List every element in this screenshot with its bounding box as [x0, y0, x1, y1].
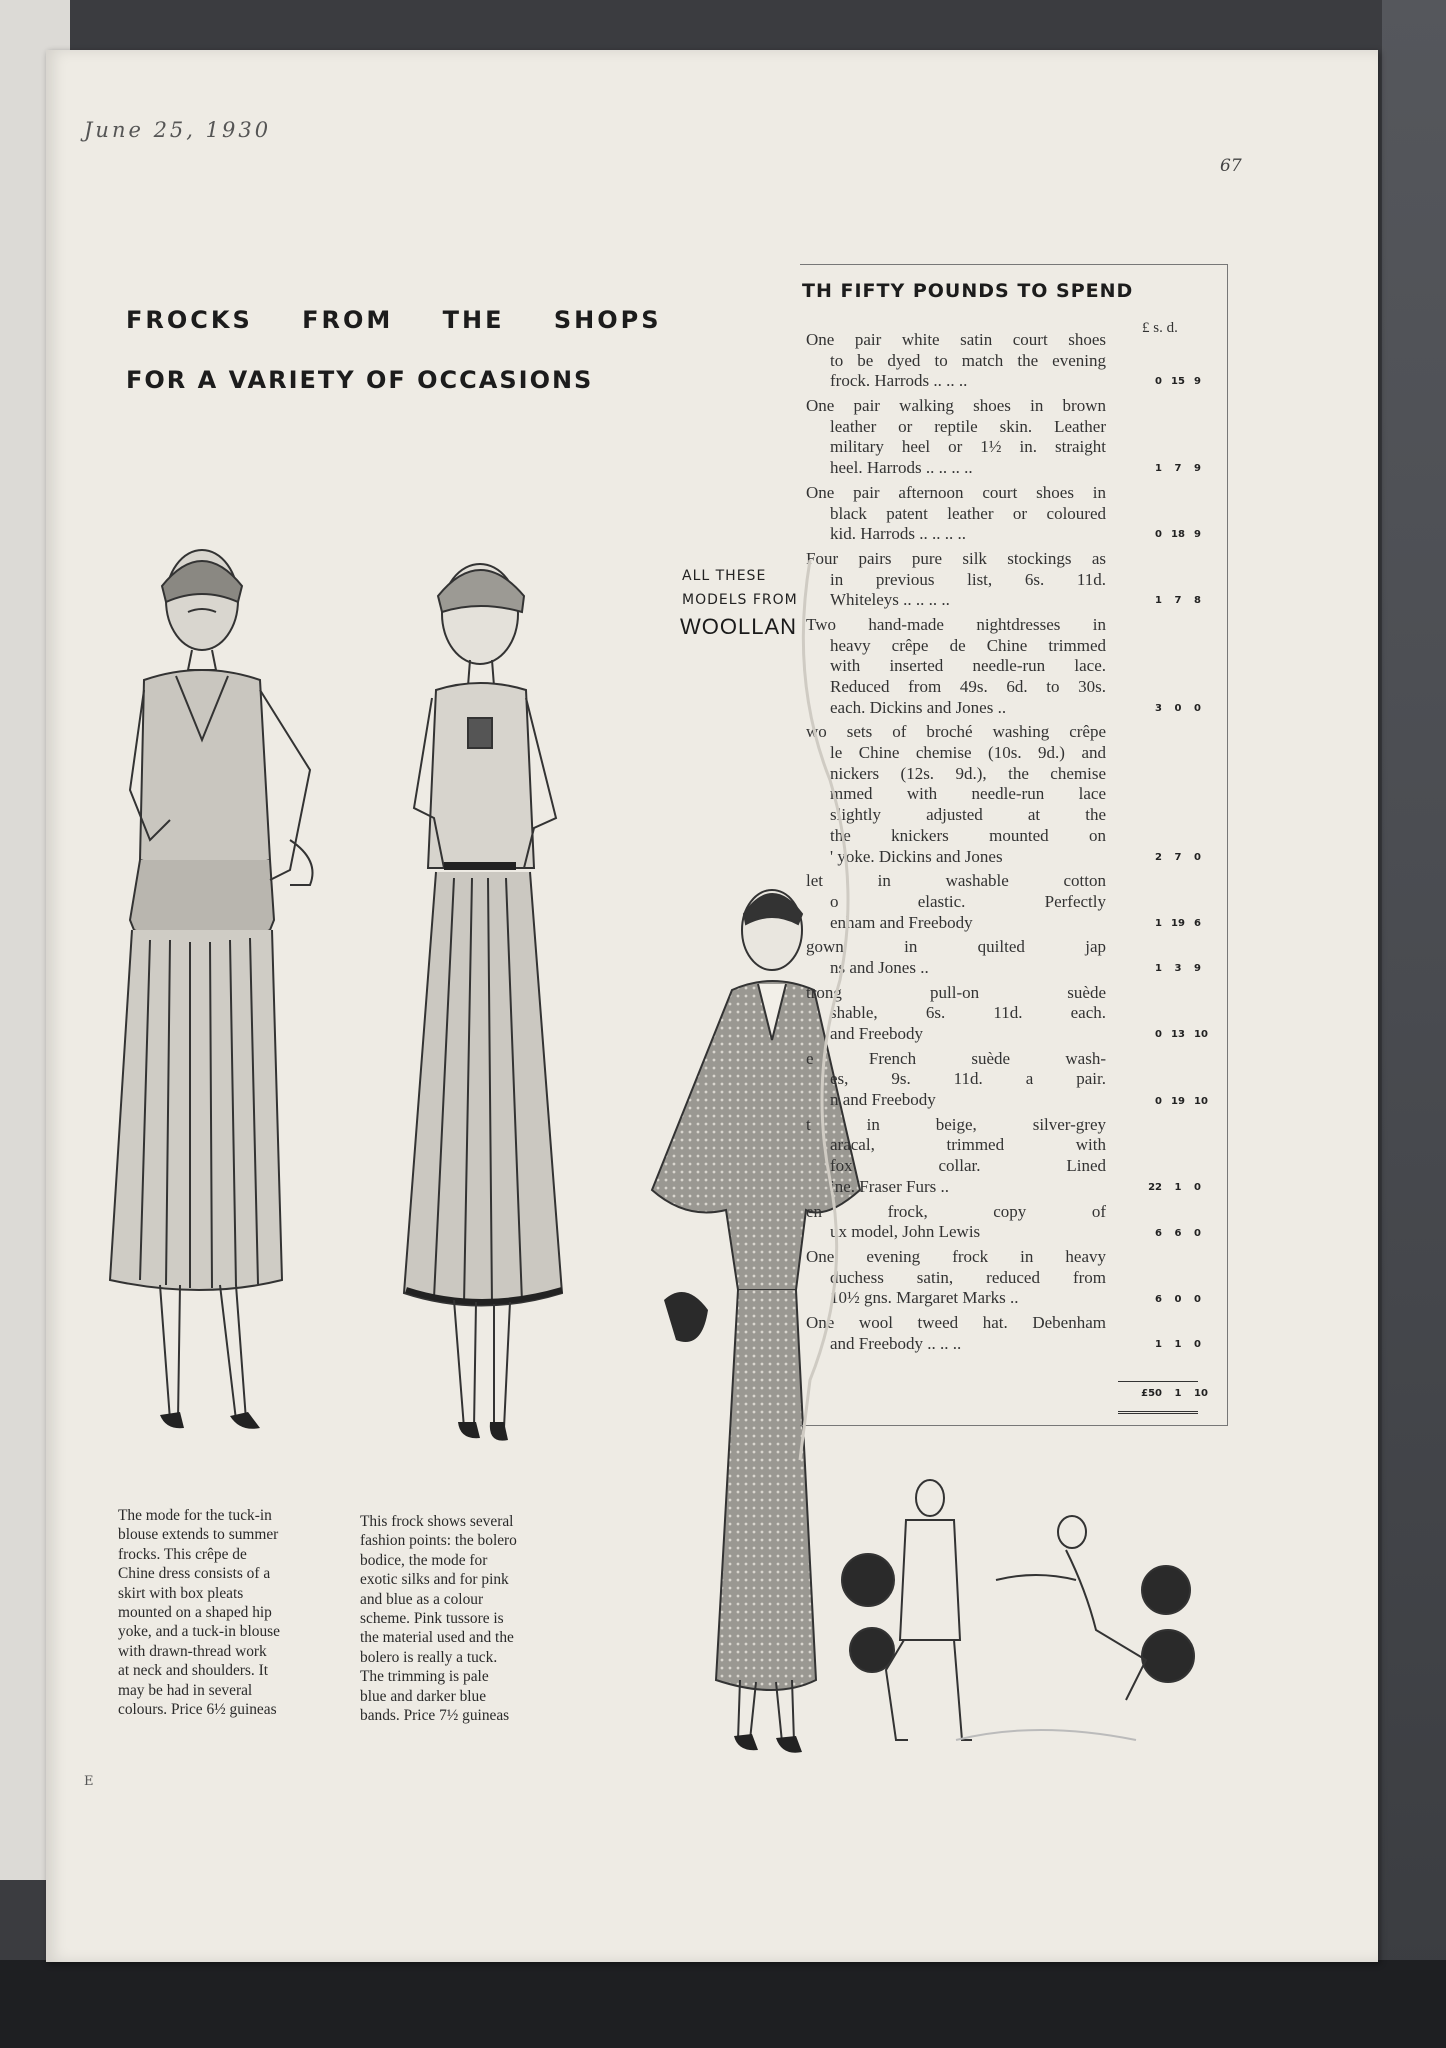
amount-pounds: 6 [1155, 1293, 1162, 1305]
budget-item-line: One pair walking shoes in brown [806, 396, 1106, 416]
amount-pence: 0 [1194, 851, 1201, 863]
amount-pence: 0 [1194, 1293, 1201, 1305]
figure-tuck-in-dress-illustration [100, 540, 380, 1440]
caption-line: blouse extends to summer [118, 1526, 279, 1544]
headline-line-2: FOR A VARIETY OF OCCASIONS [126, 366, 594, 394]
budget-title: TH FIFTY POUNDS TO SPEND [802, 280, 1134, 302]
budget-item-line: le Chine chemise (10s. 9d.) and [830, 743, 1106, 763]
amount-pounds: 0 [1155, 1029, 1162, 1041]
budget-item-line: e French suède wash- [806, 1048, 1106, 1068]
amount-pounds: 1 [1155, 595, 1162, 607]
headline-line-1: FROCKS FROM THE SHOPS [126, 306, 662, 334]
amount-pence: 0 [1194, 1182, 1201, 1194]
issue-date: June 25, 1930 [84, 118, 272, 142]
amount-shillings: 19 [1171, 917, 1185, 929]
budget-item-amount [1130, 1182, 1222, 1193]
caption-line: fashion points: the bolero [360, 1532, 517, 1550]
caption-line: exotic silks and for pink [360, 1571, 509, 1589]
budget-item-amount [1130, 376, 1222, 387]
caption-line: with drawn-thread work [118, 1642, 267, 1660]
amount-pence: 9 [1194, 376, 1201, 388]
budget-item-line: each. Dickins and Jones .. [830, 697, 1007, 717]
budget-item-amount [1130, 595, 1222, 606]
budget-item-line: enham and Freebody [830, 912, 973, 932]
amount-pence: 6 [1194, 917, 1201, 929]
caption-line: The mode for the tuck-in [118, 1507, 272, 1524]
budget-item-line: Two hand-made nightdresses in [806, 614, 1106, 634]
budget-item-line: Reduced from 49s. 6d. to 30s. [830, 677, 1106, 696]
budget-item-line: and Freebody [830, 1024, 924, 1043]
budget-item [806, 1247, 1106, 1309]
budget-item-line: with inserted needle-run lace. [830, 656, 1106, 676]
currency-header: £ s. d. [1142, 320, 1178, 336]
budget-item-line: leather or reptile skin. Leather [830, 416, 1106, 436]
amount-shillings: 7 [1174, 463, 1182, 475]
seated-figures-vignette [836, 1470, 1226, 1760]
budget-item-amount [1130, 703, 1222, 714]
budget-item [806, 1115, 1106, 1198]
budget-item-line: trong pull-on suède [806, 982, 1106, 1002]
total-rule-top [1118, 1381, 1198, 1382]
budget-item [806, 483, 1106, 545]
budget-item-amount [1130, 1029, 1222, 1040]
signature-mark: E [84, 1774, 94, 1789]
amount-shillings: 1 [1174, 1182, 1182, 1194]
amount-pence: 10 [1194, 1095, 1208, 1107]
amount-shillings: 3 [1174, 963, 1182, 975]
budget-item-line: heel. Harrods .. .. .. .. [830, 458, 973, 478]
caption-line: may be had in several [118, 1681, 253, 1699]
budget-item-line: mmed with needle-run lace [830, 784, 1106, 804]
budget-item [806, 1049, 1106, 1111]
budget-item-line: ux model, John Lewis [830, 1222, 981, 1242]
page-number: 67 [1220, 156, 1242, 176]
amount-shillings: 7 [1174, 595, 1182, 607]
budget-item-amount [1130, 529, 1222, 540]
caption-line: This frock shows several [360, 1513, 514, 1530]
amount-pounds: 1 [1155, 917, 1162, 929]
amount-pounds: 1 [1155, 963, 1162, 975]
credit-brand: WOOLLAN [680, 614, 798, 639]
budget-item [806, 983, 1106, 1045]
amount-shillings: 13 [1171, 1029, 1185, 1041]
budget-item-amount [1130, 852, 1222, 863]
amount-pence: 9 [1194, 963, 1201, 975]
caption-line: mounted on a shaped hip [118, 1604, 272, 1622]
budget-item-amount [1130, 1228, 1222, 1239]
caption-line: at neck and shoulders. It [118, 1662, 269, 1680]
budget-item-line: duchess satin, reduced from [830, 1267, 1106, 1287]
amount-pence: 0 [1194, 1339, 1201, 1351]
caption-line: blue and darker blue [360, 1687, 487, 1705]
budget-item-line: fox collar. Lined [830, 1156, 1106, 1176]
amount-pence: 10 [1194, 1029, 1208, 1041]
budget-item-line: gown in quilted jap [806, 937, 1106, 957]
budget-item-line: 10½ gns. Margaret Marks .. [830, 1288, 1019, 1308]
budget-item-line: and Freebody .. .. .. [830, 1333, 962, 1353]
budget-item-line: o elastic. Perfectly [830, 891, 1106, 911]
caption-tuck-in-dress [118, 1506, 308, 1719]
amount-pounds: 0 [1155, 1095, 1162, 1107]
budget-item-line: aracal, trimmed with [830, 1135, 1106, 1155]
total-pounds: £50 [1141, 1388, 1162, 1399]
amount-shillings: 6 [1174, 1227, 1182, 1239]
budget-item-line: nickers (12s. 9d.), the chemise [830, 763, 1106, 783]
amount-pounds: 6 [1155, 1227, 1162, 1239]
budget-item-amount [1130, 463, 1222, 474]
budget-item-amount [1130, 963, 1222, 974]
caption-line: colours. Price 6½ guineas [118, 1701, 277, 1719]
amount-shillings: 15 [1171, 376, 1185, 388]
amount-shillings: 7 [1174, 851, 1182, 863]
caption-line: scheme. Pink tussore is [360, 1610, 504, 1628]
total-pence: 10 [1194, 1388, 1208, 1399]
budget-item-line: frock. Harrods .. .. .. [830, 371, 968, 391]
credit-line-1: ALL THESE [682, 568, 767, 584]
total-rule-bottom [1118, 1411, 1198, 1414]
amount-shillings: 0 [1174, 1293, 1182, 1305]
credit-line-2: MODELS FROM [682, 592, 798, 608]
budget-item [806, 1202, 1106, 1243]
budget-item [806, 330, 1106, 392]
budget-item-line: t in beige, silver-grey [806, 1114, 1106, 1134]
budget-item-line: slightly adjusted at the [830, 805, 1106, 825]
budget-item-line: ns and Jones .. [830, 957, 929, 977]
background-right [1382, 0, 1446, 2048]
caption-line: bolero is really a tuck. [360, 1648, 498, 1666]
budget-item-line: in previous list, 6s. 11d. [830, 569, 1106, 589]
budget-items [806, 330, 1106, 1358]
budget-total [1130, 1388, 1222, 1399]
amount-pounds: 3 [1155, 702, 1162, 714]
budget-item-line: en frock, copy of [806, 1201, 1106, 1221]
budget-item-line: One pair afternoon court shoes in [806, 482, 1106, 502]
caption-line: yoke, and a tuck-in blouse [118, 1623, 280, 1641]
caption-line: and blue as a colour [360, 1590, 484, 1608]
amount-pounds: 0 [1155, 529, 1162, 541]
amount-pence: 9 [1194, 529, 1201, 541]
figure-bolero-frock-illustration [384, 548, 624, 1448]
budget-item-line: heavy crêpe de Chine trimmed [830, 635, 1106, 655]
budget-item-line: Whiteleys .. .. .. .. [830, 590, 950, 610]
budget-item-line: black patent leather or coloured [830, 503, 1106, 523]
budget-item-line: let in washable cotton [806, 871, 1106, 891]
budget-item-line: n and Freebody [830, 1090, 936, 1110]
budget-item-line: wo sets of broché washing crêpe [806, 722, 1106, 742]
budget-item-amount [1130, 1294, 1222, 1305]
amount-pence: 9 [1194, 463, 1201, 475]
budget-item-line: One pair white satin court shoes [806, 330, 1106, 349]
budget-item [806, 1313, 1106, 1354]
budget-item-line: es, 9s. 11d. a pair. [830, 1069, 1106, 1089]
budget-item-line: shable, 6s. 11d. each. [830, 1003, 1106, 1023]
budget-item-line: ' yoke. Dickins and Jones [830, 846, 1003, 866]
budget-item [806, 615, 1106, 718]
amount-pence: 8 [1194, 595, 1201, 607]
caption-line: the material used and the [360, 1629, 514, 1647]
caption-line: bodice, the mode for [360, 1551, 488, 1569]
budget-item-line: kid. Harrods .. .. .. .. [830, 524, 966, 544]
amount-pence: 0 [1194, 702, 1201, 714]
background-bottom [0, 1960, 1446, 2048]
budget-item-line: military heel or 1½ in. straight [830, 437, 1106, 457]
budget-item-line: Four pairs pure silk stockings as [806, 548, 1106, 568]
budget-item-amount [1130, 918, 1222, 929]
total-shillings: 1 [1174, 1388, 1182, 1399]
budget-item [806, 549, 1106, 611]
amount-shillings: 1 [1174, 1339, 1182, 1351]
budget-item [806, 871, 1106, 933]
amount-shillings: 19 [1171, 1095, 1185, 1107]
amount-pounds: 1 [1155, 463, 1162, 475]
budget-item-amount [1130, 1339, 1222, 1350]
amount-pounds: 22 [1148, 1182, 1162, 1194]
amount-pounds: 2 [1155, 851, 1162, 863]
caption-line: Chine dress consists of a [118, 1565, 271, 1583]
budget-item-line: One evening frock in heavy [806, 1246, 1106, 1266]
amount-shillings: 0 [1174, 702, 1182, 714]
amount-pounds: 0 [1155, 376, 1162, 388]
budget-item-line: One wool tweed hat. Debenham [806, 1312, 1106, 1332]
budget-item [806, 396, 1106, 479]
caption-line: The trimming is pale [360, 1668, 489, 1686]
budget-item-line: the knickers mounted on [830, 825, 1106, 845]
amount-pence: 0 [1194, 1227, 1201, 1239]
amount-shillings: 18 [1171, 529, 1185, 541]
budget-item [806, 937, 1106, 978]
caption-bolero-frock [360, 1512, 556, 1725]
budget-item-line: to be dyed to match the evening [830, 350, 1106, 370]
budget-item-line: ine. Fraser Furs .. [830, 1176, 949, 1196]
amount-pounds: 1 [1155, 1339, 1162, 1351]
caption-line: bands. Price 7½ guineas [360, 1707, 510, 1725]
budget-item [806, 722, 1106, 867]
caption-line: frocks. This crêpe de [118, 1545, 247, 1563]
caption-line: skirt with box pleats [118, 1584, 244, 1602]
budget-item-amount [1130, 1096, 1222, 1107]
